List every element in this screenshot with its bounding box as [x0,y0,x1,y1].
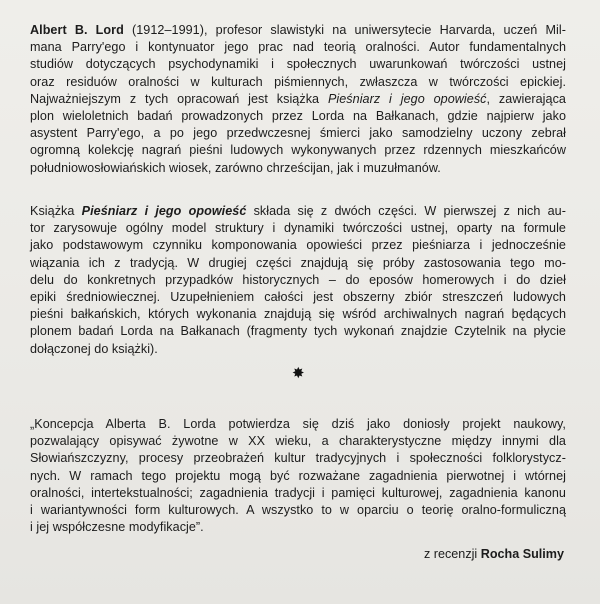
text-line: Słowiańszczyzny, procesy przeobrażeń kultur tradycyjnych i społeczności folklorystycz- [30,451,566,466]
review-quote-paragraph [30,416,566,536]
book-title-italic: Pieśniarz i jego opowieść [327,91,487,106]
asterisk-separator-icon: ✸ [292,364,305,382]
reviewer-name: Rocha Sulimy [480,547,564,561]
text-line: plonem badań Lorda na Bałkanach (fragmenty tych wykonań znajdzie Czytelnik na płycie [30,324,566,339]
text-line: nych. W ramach tego projektu mogą być rozważane zagadnienia pierwotnej i wtórnej [30,468,566,483]
text-line: plon wieloletnich badań prowadzonych przez Lorda na Bałkanach, gdzie najpierw jako [30,109,566,124]
author-bio-paragraph [30,22,566,177]
text-line: Książka Pieśniarz i jego opowieść składa się z dwóch części. W pierwszej z nich au- [30,204,566,218]
text-line: „Koncepcja Alberta B. Lorda potwierdza się dziś jako doniosły projekt naukowy, [30,417,566,431]
text-line: delu do konkretnych przypadków historycznych – do eposów homerowych i do dzieł [30,272,566,287]
text-line: asystent Parry'ego, a po jego przedwczesnej śmierci jako samodzielny uczony zebrał [30,126,566,141]
review-attribution: z recenzji Rocha Sulimy [424,547,564,561]
text-line: oralności, intertekstualności; zagadnienia tradycji i pamięci kulturowej, zagadnienia kanonu [30,485,566,500]
text-line: południowosłowiańskich wiosek, zarówno chrześcijan, jak i muzułmanów. [30,160,441,175]
author-name: Albert B. Lord [30,23,124,37]
text-line: i jej współczesne modyfikacje”. [30,520,204,535]
text-line: epiki średniowiecznej. Uzupełnieniem całości jest obszerny zbiór streszczeń ludowych [30,290,566,305]
text-line: pieśni bałkańskich, których wykonania znajdują się wśród archiwalnych nagrań będących [30,307,566,322]
text-line: mana Parry'ego i kontynuator jego prac nad teorią oralności. Autor fundamentalnych [30,40,566,55]
text-line: ogromną kolekcję nagrań pieśni ludowych wykonywanych przez rdzennych mieszkańców [30,143,566,158]
text-line: oraz residuów oralności w kulturach piśmiennych, zwłaszcza w twórczości epickiej. [30,74,566,89]
text-line: pozwalający opisywać żywotne w XX wieku, a charakterystyczne między innymi dla [30,434,566,449]
book-title-bold-italic: Pieśniarz i jego opowieść [81,204,247,218]
text-line: wiązania ich z tradycją. W drugiej części znajdują się próby zastosowania tego mo- [30,255,566,270]
text-line: studiów dotyczących psychodynamiki i społecznych uwarunkowań twórczości ustnej [30,57,566,72]
book-description-paragraph [30,203,566,358]
text-line: Albert B. Lord (1912–1991), profesor slawistyki na uniwersytecie Harvarda, uczeń Mil- [30,23,566,37]
text-line: i wariantywności form kulturowych. A wszystko to w oparciu o teorię oralno-formuliczną [30,503,566,518]
text-line: tor zarysowuje ogólny model struktury i dynamiki twórczości ustnej, oparty na formule [30,221,566,236]
text-line: dołączonej do książki). [30,341,158,356]
text-line: jako podstawowym czynniku komponowania opowieści przez pieśniarza i jednocześnie [30,238,566,253]
text-line: Najważniejszym z tych opracowań jest książka Pieśniarz i jego opowieść, zawierająca [30,91,566,106]
